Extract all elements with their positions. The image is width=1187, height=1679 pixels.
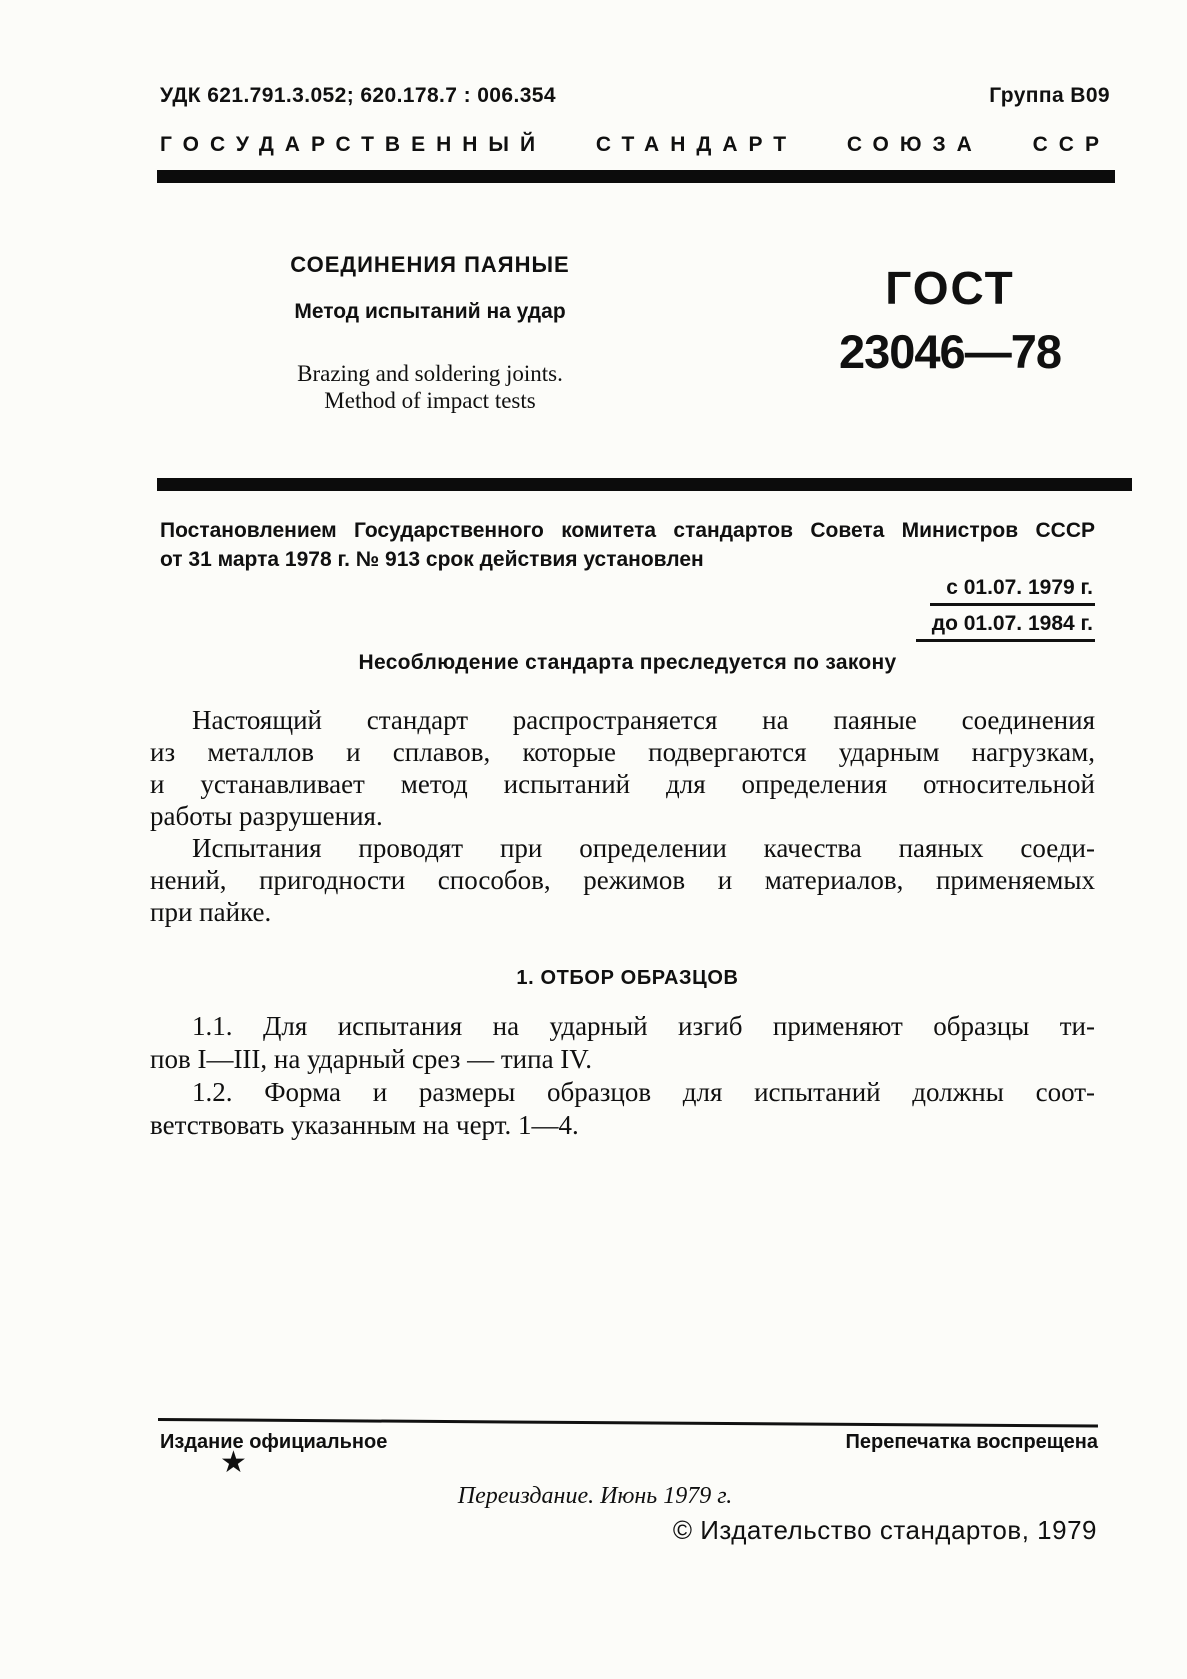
section-1-text bbox=[150, 1010, 1095, 1142]
validity-dates bbox=[916, 576, 1095, 648]
state-standard-header bbox=[160, 133, 1110, 157]
header-word: ГОСУДАРСТВЕННЫЙ bbox=[160, 133, 547, 156]
footer-rule bbox=[158, 1418, 1098, 1428]
header-word: СТАНДАРТ bbox=[595, 133, 798, 156]
copyright-line: © Издательство стандартов, 1979 bbox=[672, 1515, 1097, 1545]
title-english bbox=[160, 360, 700, 414]
intro-p2-line: при пайке. bbox=[150, 897, 272, 927]
footer-row bbox=[160, 1431, 1098, 1454]
title-rule-bar bbox=[157, 478, 1132, 491]
reissue-note: Переиздание. Июнь 1979 г. bbox=[457, 1483, 733, 1509]
law-notice: Несоблюдение стандарта преследуется по закону bbox=[358, 651, 897, 674]
title-english-line2: Method of impact tests bbox=[324, 388, 536, 413]
section-1-heading: 1. ОТБОР ОБРАЗЦОВ bbox=[516, 967, 739, 989]
clause-1-1-line: пов I—III, на ударный срез — типа IV. bbox=[150, 1044, 593, 1074]
introduction-text bbox=[150, 704, 1095, 928]
decree-line2: от 31 марта 1978 г. № 913 срок действия установлен bbox=[160, 548, 704, 571]
header-rule-bar bbox=[157, 170, 1115, 183]
intro-p2-line: нений, пригодности способов, режимов и материалов, применяемых bbox=[150, 865, 1095, 895]
official-edition-label: Издание официальное bbox=[160, 1431, 388, 1453]
reprint-forbidden-label: Перепечатка воспрещена bbox=[845, 1431, 1098, 1453]
header-word: ССР bbox=[1032, 133, 1110, 156]
intro-p1-line: и устанавливает метод испытаний для определения относительной bbox=[150, 769, 1095, 799]
clause-1-2-line: ветствовать указанным на черт. 1—4. bbox=[150, 1110, 579, 1140]
gost-number: 23046—78 bbox=[839, 325, 1061, 378]
title-russian-main: СОЕДИНЕНИЯ ПАЯНЫЕ bbox=[290, 252, 570, 277]
standard-designation bbox=[810, 264, 1090, 376]
clause-1-2-line: 1.2. Форма и размеры образцов для испытаний должны соот- bbox=[192, 1077, 1095, 1107]
clause-1-1-line: 1.1. Для испытания на ударный изгиб применяют образцы ти- bbox=[192, 1011, 1095, 1041]
star-icon: ★ bbox=[220, 1446, 247, 1479]
header-word: СОЮЗА bbox=[846, 133, 983, 156]
intro-p1-line: работы разрушения. bbox=[150, 801, 383, 831]
group-code: Группа В09 bbox=[989, 84, 1110, 107]
valid-from-date: с 01.07. 1979 г. bbox=[930, 576, 1095, 606]
udk-code: УДК 621.791.3.052; 620.178.7 : 006.354 bbox=[160, 84, 556, 107]
title-english-line1: Brazing and soldering joints. bbox=[297, 361, 563, 386]
intro-p1-line: из металлов и сплавов, которые подвергаются ударным нагрузкам, bbox=[150, 737, 1095, 767]
title-block bbox=[160, 252, 700, 414]
gost-label: ГОСТ bbox=[885, 262, 1015, 314]
decree-line1: Постановлением Государственного комитета стандартов Совета Министров СССР bbox=[160, 519, 1095, 542]
decree-statement bbox=[160, 516, 1095, 574]
valid-to-date: до 01.07. 1984 г. bbox=[916, 612, 1095, 642]
intro-p2-line: Испытания проводят при определении качества паяных соеди- bbox=[192, 833, 1095, 863]
classification-row bbox=[160, 84, 1110, 108]
intro-p1-line: Настоящий стандарт распространяется на паяные соединения bbox=[192, 705, 1095, 735]
title-russian-sub: Метод испытаний на удар bbox=[294, 300, 566, 323]
